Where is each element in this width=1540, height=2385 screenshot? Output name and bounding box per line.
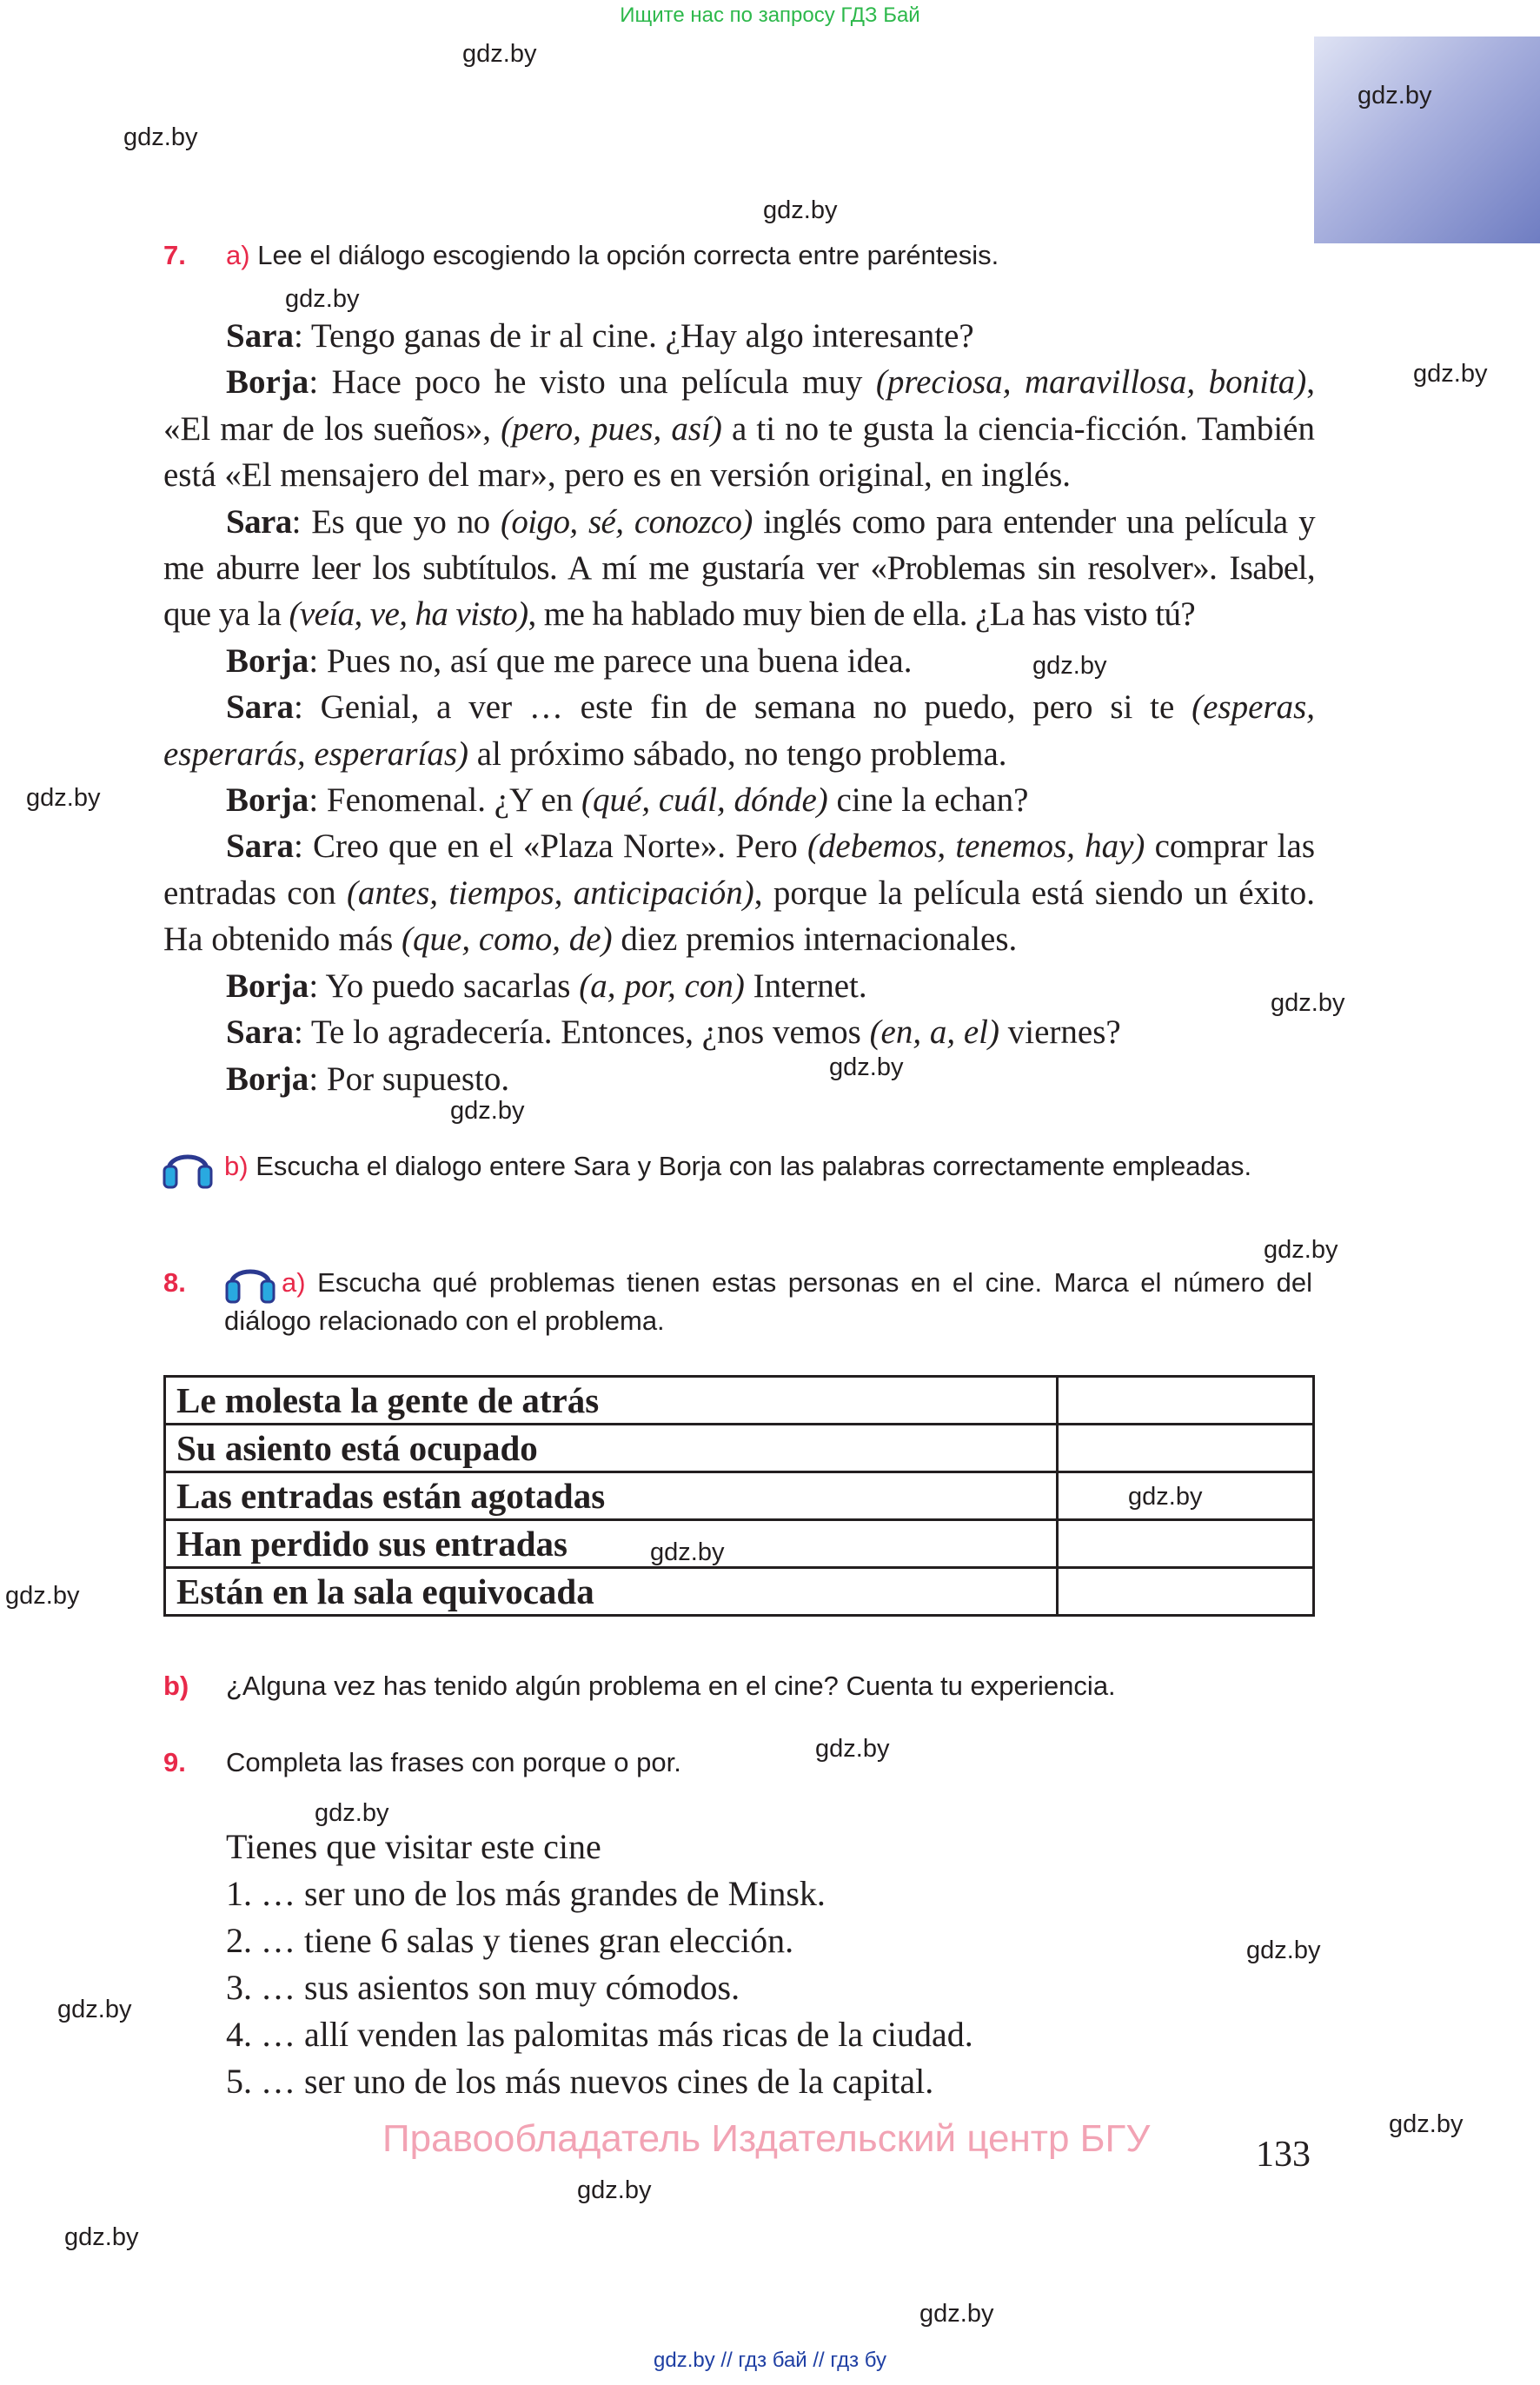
watermark: gdz.by bbox=[1032, 652, 1107, 680]
watermark: gdz.by bbox=[1246, 1937, 1321, 1964]
watermark: gdz.by bbox=[26, 784, 101, 812]
dialog-line: Borja: Hace poco he visto una película muy (preciosa, maravillosa, bonita), «El mar de los sueños», (pero, pues, así) a ti no te gusta la ciencia-ficción. También está «El mensajero del mar», pero es en versión original, en inglés. bbox=[163, 363, 1316, 495]
exercise-7b-instruction bbox=[224, 1147, 1312, 1186]
exercise-7b-text: Escucha el dialogo entere Sara y Borja con las palabras correctamente empleadas. bbox=[256, 1151, 1252, 1181]
page-number: 133 bbox=[1256, 2135, 1311, 2175]
dialog-line: Borja: Yo puedo sacarlas (a, por, con) Internet. bbox=[226, 967, 867, 1005]
watermark: gdz.by bbox=[64, 2223, 139, 2251]
exercise-9-instruction bbox=[163, 1744, 681, 1782]
exercise-8a-text: Escucha qué problemas tienen estas personas en el cine. Marca el número del diálogo relacionado con el problema. bbox=[224, 1267, 1312, 1336]
list-item: 4. … allí venden las palomitas más ricas de la ciudad. bbox=[226, 2015, 973, 2054]
exercise-7-number: 7. bbox=[163, 240, 186, 270]
problem-label: Su asiento está ocupado bbox=[165, 1425, 1058, 1472]
watermark: gdz.by bbox=[57, 1996, 132, 2023]
exercise-8a-instruction bbox=[224, 1264, 1312, 1340]
list-item: 1. … ser uno de los más grandes de Minsk. bbox=[226, 1874, 826, 1913]
problem-label: Le molesta la gente de atrás bbox=[165, 1377, 1058, 1425]
problems-table bbox=[163, 1375, 1315, 1617]
part-a-letter: a) bbox=[226, 240, 250, 270]
table-row bbox=[165, 1425, 1314, 1472]
exercise-9-number: 9. bbox=[163, 1747, 186, 1777]
part-b-letter: b) bbox=[224, 1151, 249, 1181]
headphones-icon bbox=[162, 1140, 214, 1191]
watermark: gdz.by bbox=[650, 1538, 725, 1566]
problem-label: Han perdido sus entradas bbox=[165, 1520, 1058, 1568]
watermark: gdz.by bbox=[1413, 360, 1488, 388]
copyright-owner: Правообладатель Издательский центр БГУ bbox=[382, 2117, 1151, 2160]
watermark: gdz.by bbox=[315, 1799, 389, 1827]
dialog-line: Borja: Pues no, así que me parece una buena idea. bbox=[226, 641, 913, 680]
watermark: gdz.by bbox=[450, 1097, 525, 1125]
watermark: gdz.by bbox=[462, 40, 537, 68]
watermark: gdz.by bbox=[815, 1735, 890, 1763]
watermark: gdz.by bbox=[829, 1053, 904, 1081]
list-item: 3. … sus asientos son muy cómodos. bbox=[226, 1968, 740, 2007]
part-a-letter: a) bbox=[282, 1267, 306, 1298]
watermark: gdz.by bbox=[285, 285, 360, 313]
watermark: gdz.by bbox=[123, 123, 198, 151]
dialog bbox=[163, 313, 1315, 1102]
exercise-7a-text: Lee el diálogo escogiendo la opción correcta entre paréntesis. bbox=[257, 240, 999, 270]
dialog-line: Sara: Te lo agradecería. Entonces, ¿nos vemos (en, a, el) viernes? bbox=[226, 1013, 1121, 1052]
watermark: gdz.by bbox=[1271, 989, 1345, 1017]
exercise-8b-text: ¿Alguna vez has tenido algún problema en el cine? Cuenta tu experiencia. bbox=[226, 1671, 1116, 1701]
watermark: gdz.by bbox=[1357, 82, 1432, 110]
watermark: gdz.by bbox=[919, 2300, 994, 2328]
corner-decoration bbox=[1314, 37, 1540, 243]
answer-cell[interactable] bbox=[1058, 1472, 1314, 1520]
sentence-list bbox=[226, 1824, 973, 2105]
list-item: 2. … tiene 6 salas y tienes gran elección. bbox=[226, 1921, 794, 1960]
watermark: gdz.by bbox=[5, 1582, 80, 1610]
dialog-line: Borja: Fenomenal. ¿Y en (qué, cuál, dónde) cine la echan? bbox=[226, 781, 1029, 820]
exercise-8-number: 8. bbox=[163, 1267, 186, 1298]
dialog-line: Borja: Por supuesto. bbox=[226, 1060, 510, 1098]
answer-cell[interactable] bbox=[1058, 1568, 1314, 1616]
top-note: Ищите нас по запросу ГДЗ Бай bbox=[620, 3, 920, 27]
exercise-8b-instruction bbox=[163, 1667, 1116, 1705]
watermark: gdz.by bbox=[1128, 1483, 1203, 1511]
watermark: gdz.by bbox=[1389, 2110, 1464, 2138]
answer-cell[interactable] bbox=[1058, 1520, 1314, 1568]
watermark: gdz.by bbox=[577, 2176, 652, 2204]
list-intro: Tienes que visitar este cine bbox=[226, 1827, 601, 1866]
dialog-line: Sara: Tengo ganas de ir al cine. ¿Hay algo interesante? bbox=[226, 317, 974, 355]
list-item: 5. … ser uno de los más nuevos cines de la capital. bbox=[226, 2062, 934, 2101]
table-row bbox=[165, 1520, 1314, 1568]
table-row bbox=[165, 1377, 1314, 1425]
footer-links[interactable]: gdz.by // гдз бай // гдз бу bbox=[654, 2348, 886, 2372]
table-row bbox=[165, 1472, 1314, 1520]
dialog-line: Sara: Creo que en el «Plaza Norte». Pero (debemos, tenemos, hay) comprar las entradas con (antes, tiempos, anticipación), porque la película está siendo un éxito. Ha obtenido más (que, como, de) diez premios internacionales. bbox=[163, 827, 1316, 959]
problem-label: Las entradas están agotadas bbox=[165, 1472, 1058, 1520]
problem-label: Están en la sala equivocada bbox=[165, 1568, 1058, 1616]
part-b-letter: b) bbox=[163, 1671, 189, 1701]
exercise-9-text: Completa las frases con porque o por. bbox=[226, 1747, 681, 1777]
answer-cell[interactable] bbox=[1058, 1425, 1314, 1472]
table-row bbox=[165, 1568, 1314, 1616]
answer-cell[interactable] bbox=[1058, 1377, 1314, 1425]
watermark: gdz.by bbox=[1264, 1236, 1338, 1264]
watermark: gdz.by bbox=[763, 196, 838, 224]
dialog-line: Sara: Genial, a ver … este fin de semana no puedo, pero si te (esperas, esperarás, esperarías) al próximo sábado, no tengo problema. bbox=[163, 688, 1315, 773]
dialog-line: Sara: Es que yo no (oigo, sé, conozco) inglés como para entender una película y me aburre leer los subtítulos. A mí me gustaría ver «Problemas sin resolver». Isabel, que ya la (veía, ve, ha visto), me ha hablado muy bien de ella. ¿La has visto tú? bbox=[163, 502, 1315, 634]
